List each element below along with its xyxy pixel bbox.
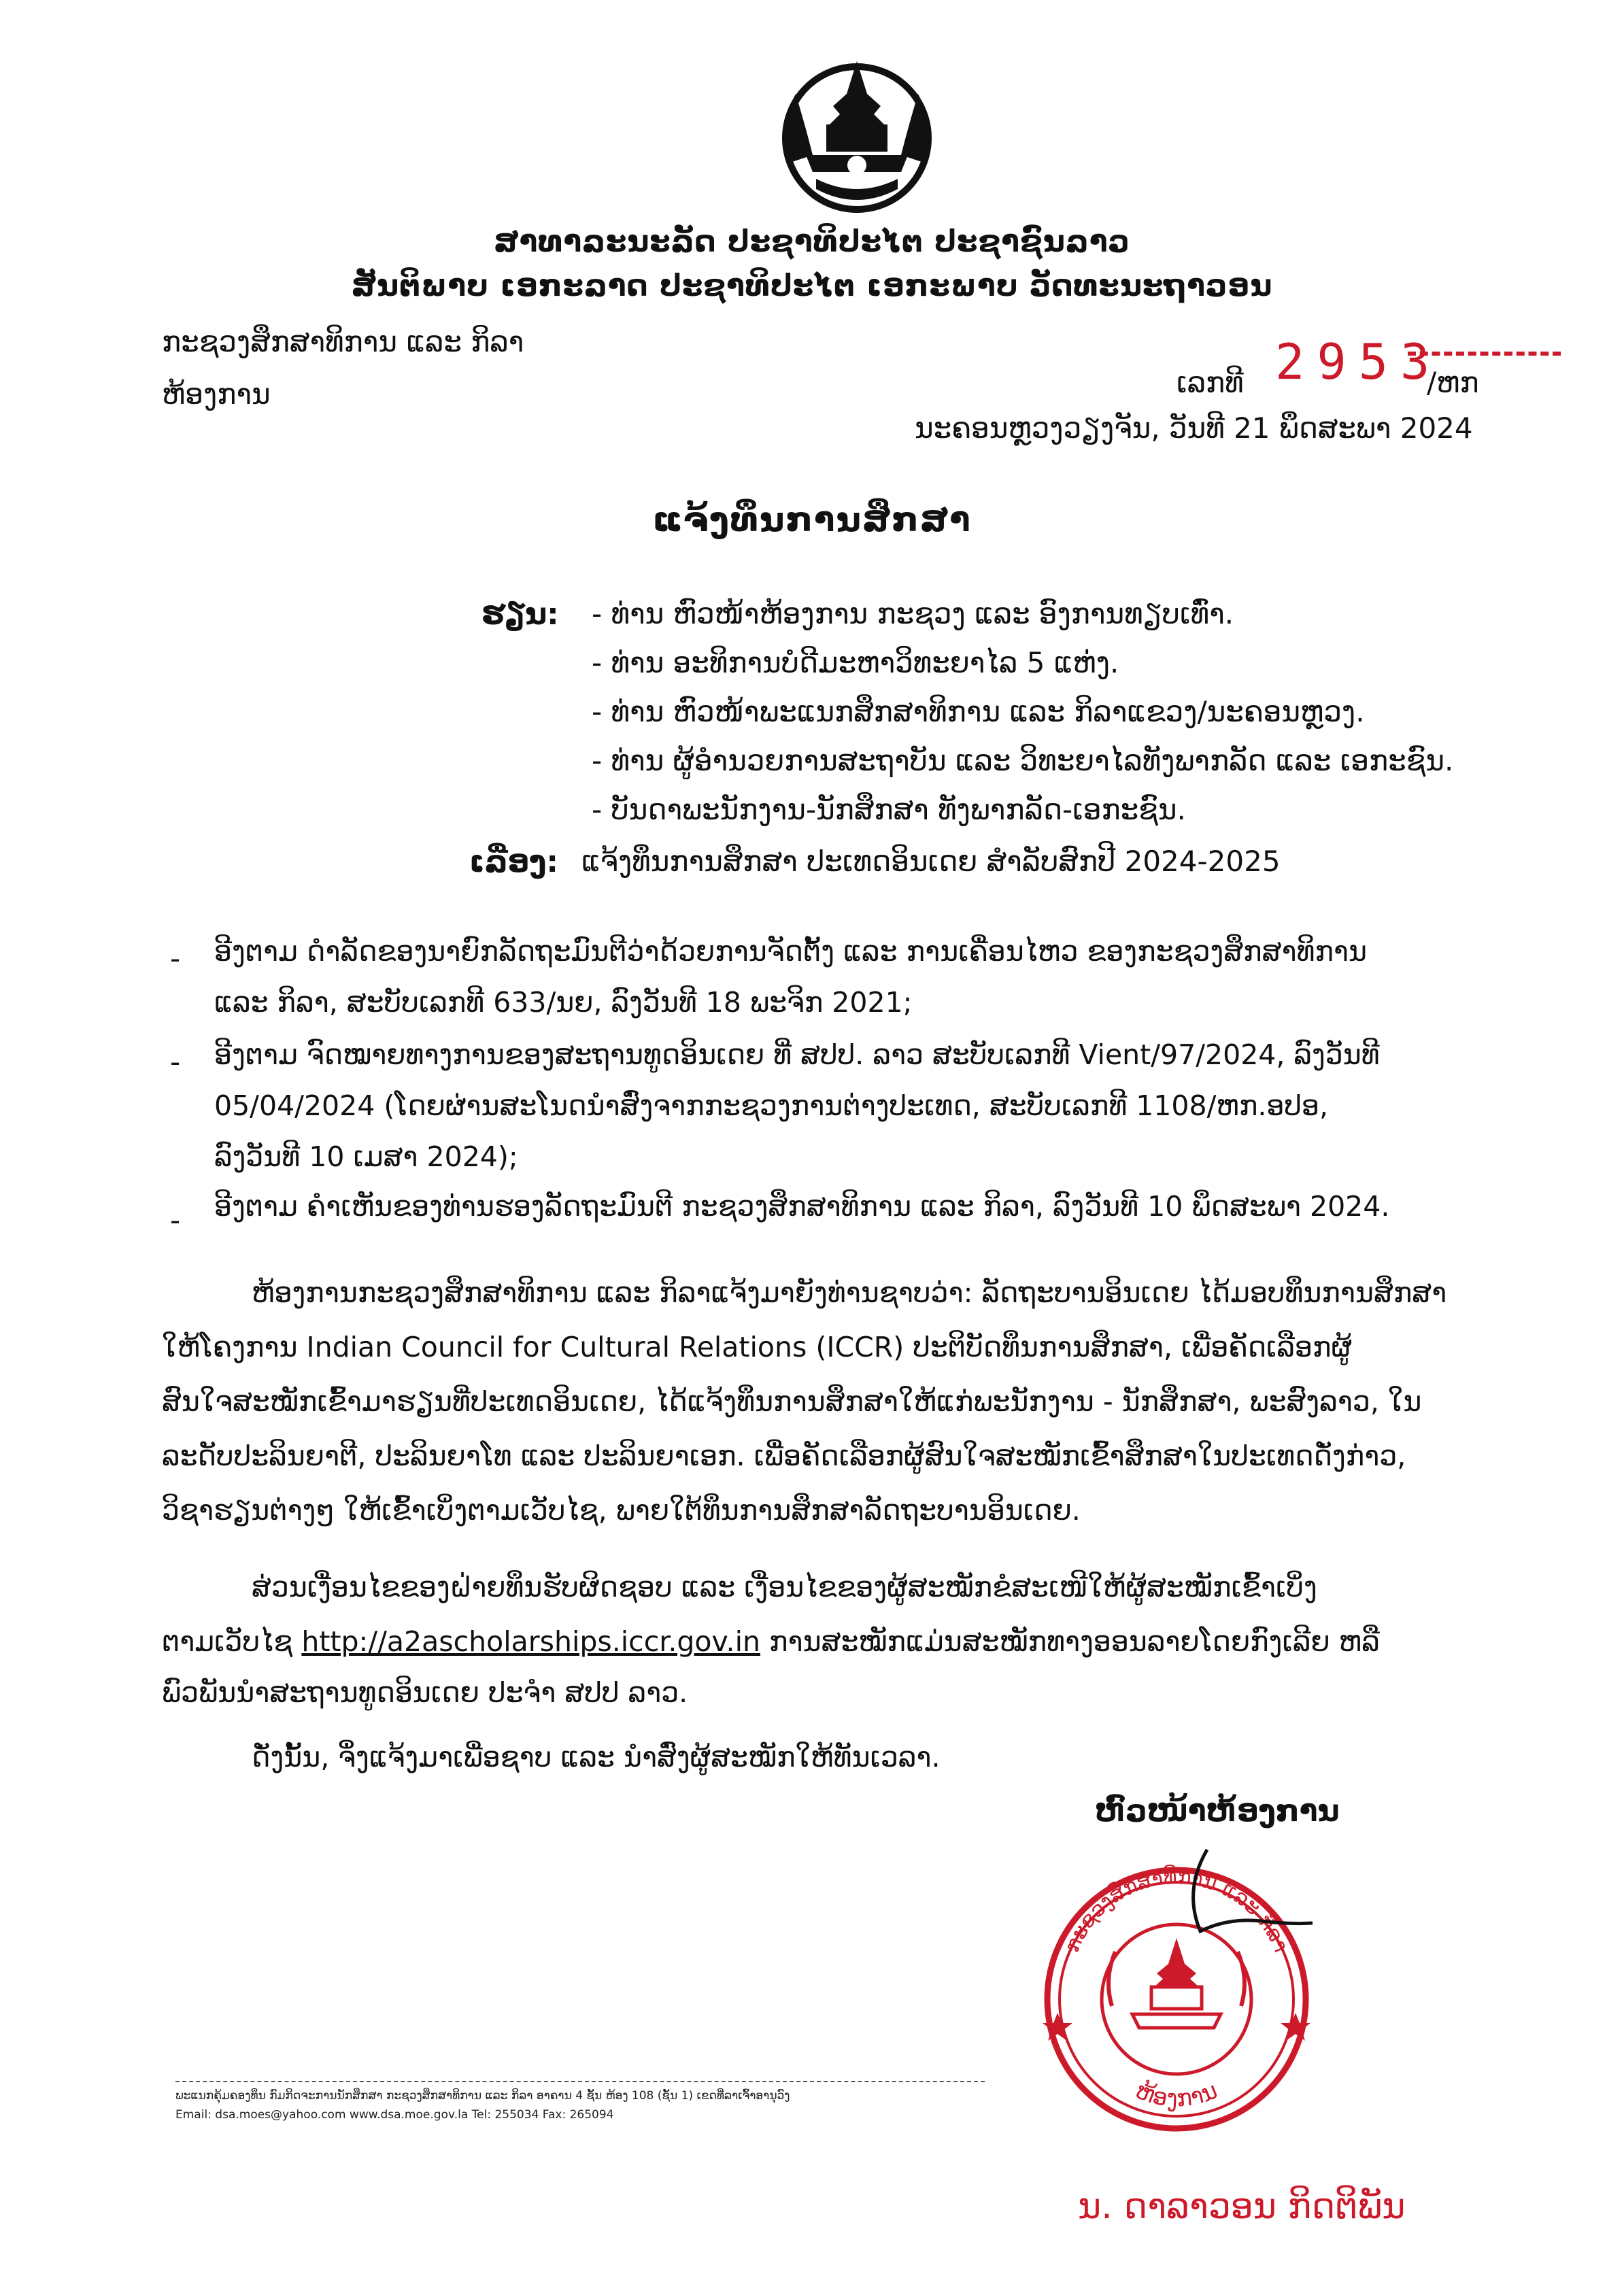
footer-address: ພະແນກຄຸ້ມຄອງທຶນ ກົມກິດຈະການນັກສຶກສາ ກະຊວງສຶກສາທິການ ແລະ ກິລາ ອາຄານ 4 ຊັ້ນ ຫ້ອງ 108 (ຊັ້ນ 1) ເຂດທີ່ລາເຈົ້າອານຸວົງ (175, 2089, 790, 2103)
recipient-item: - ທ່ານ ອະທິການບໍດີມະຫາວິທະຍາໄລ 5 ແຫ່ງ. (592, 646, 1119, 679)
body-text-prefix: ຕາມເວັບໄຊ (162, 1625, 293, 1658)
stamp-bottom-text: ຫ້ອງການ (1132, 2077, 1221, 2113)
body-line: ໃຫ້ໂຄງການ Indian Council for Cultural Relations (ICCR) ປະຕິບັດທຶນການສຶກສາ, ເພື່ອຄັດເລືອກຜູ້ (162, 1331, 1353, 1363)
recipients-label: ຮຽນ: (481, 597, 559, 632)
footer-contacts: Email: dsa.moes@yahoo.com www.dsa.moe.gov.la Tel: 255034 Fax: 265094 (175, 2108, 614, 2122)
body-line: ລະດັບປະລິນຍາຕີ, ປະລິນຍາໂທ ແລະ ປະລິນຍາເອກ. ເພື່ອຄັດເລືອກຜູ້ສົນໃຈສະໝັກເຂົ້າສຶກສາໃນປະເທດດັ່ງກ່າວ, (162, 1440, 1406, 1472)
bullet-marker: - (170, 1204, 181, 1237)
ministry-name: ກະຊວງສຶກສາທິການ ແລະ ກິລາ (162, 325, 524, 358)
bullet-marker: - (170, 942, 181, 975)
official-stamp-icon (1030, 1843, 1323, 2162)
bullet-marker: - (170, 1045, 181, 1078)
reference-line: ອີງຕາມ ຄຳເຫັນຂອງທ່ານຮອງລັດຖະມົນຕີ ກະຊວງສຶກສາທິການ ແລະ ກິລາ, ລົງວັນທີ 10 ພຶດສະພາ 2024. (214, 1190, 1390, 1223)
body-line: ພົວພັນນຳສະຖານທູດອິນເດຍ ປະຈຳ ສປປ ລາວ. (162, 1676, 688, 1709)
svg-text:ຫ້ອງການ (1132, 2077, 1221, 2113)
national-emblem-icon (765, 53, 949, 216)
signatory-name: ນ. ດາລາວອນ ກິດຕິພັນ (1078, 2186, 1406, 2227)
department-name: ຫ້ອງການ (162, 377, 271, 411)
national-motto-heading: ສັນຕິພາບ ເອກະລາດ ປະຊາທິປະໄຕ ເອກະພາບ ວັດທະນະຖາວອນ (351, 269, 1273, 303)
recipient-item: - ບັນດາພະນັກງານ-ນັກສຶກສາ ທັງພາກລັດ-ເອກະຊົນ. (592, 793, 1186, 826)
body-line (162, 1625, 1380, 1658)
reference-line: ລົງວັນທີ 10 ເມສາ 2024); (214, 1140, 518, 1173)
subject-text: ແຈ້ງທຶນການສຶກສາ ປະເທດອິນເດຍ ສຳລັບສົກປີ 2024-2025 (581, 845, 1281, 878)
reference-number: 2953 (1275, 333, 1442, 390)
footer-divider (175, 2081, 985, 2082)
reference-line: ອີງຕາມ ຈົດໝາຍທາງການຂອງສະຖານທູດອິນເດຍ ທີ່ ສປປ. ລາວ ສະບັບເລກທີ Vient/97/2024, ລົງວັນທີ (214, 1038, 1380, 1071)
reference-line: ແລະ ກິລາ, ສະບັບເລກທີ 633/ນຍ, ລົງວັນທີ 18 ພະຈິກ 2021; (214, 986, 913, 1019)
body-line: ວິຊາຮຽນຕ່າງໆ ໃຫ້ເຂົ້າເບິ່ງຕາມເວັບໄຊ, ພາຍໃຕ້ທຶນການສຶກສາລັດຖະບານອິນເດຍ. (162, 1494, 1081, 1527)
reference-line: ອີງຕາມ ດຳລັດຂອງນາຍົກລັດຖະມົນຕີວ່າດ້ວຍການຈັດຕັ້ງ ແລະ ການເຄື່ອນໄຫວ ຂອງກະຊວງສຶກສາທິການ (214, 935, 1368, 968)
body-line: ສົນໃຈສະໝັກເຂົ້າມາຮຽນທີ່ປະເທດອິນເດຍ, ໄດ້ແຈ້ງທຶນການສຶກສາໃຫ້ແກ່ພະນັກງານ - ນັກສຶກສາ, ພະສົງລາວ, ໃນ (162, 1385, 1422, 1418)
closing-line: ດັ່ງນັ້ນ, ຈຶ່ງແຈ້ງມາເພື່ອຊາບ ແລະ ນຳສົ່ງຜູ້ສະໝັກໃຫ້ທັນເວລາ. (252, 1741, 941, 1773)
reference-dash-line (1408, 352, 1561, 356)
body-line: ຫ້ອງການກະຊວງສຶກສາທິການ ແລະ ກິລາແຈ້ງມາຍັງທ່ານຊາບວ່າ: ລັດຖະບານອິນເດຍ ໄດ້ມອບທຶນການສຶກສາ (252, 1276, 1447, 1309)
recipient-item: - ທ່ານ ຫົວໜ້າຫ້ອງການ ກະຊວງ ແລະ ອົງການທຽບເທົ່າ. (592, 597, 1234, 630)
stamp-top-text: ກະຊວງສຶກສາທິການ ແລະ ກິລາ (1060, 1865, 1293, 1956)
recipient-item: - ທ່ານ ຜູ້ອຳນວຍການສະຖາບັນ ແລະ ວິທະຍາໄລທັງພາກລັດ ແລະ ເອກະຊົນ. (592, 744, 1454, 777)
subject-label: ເລື່ອງ: (469, 845, 558, 879)
body-text-suffix: ການສະໝັກແມ່ນສະໝັກທາງອອນລາຍໂດຍກົງເລີຍ ຫລື (769, 1625, 1380, 1658)
recipient-item: - ທ່ານ ຫົວໜ້າພະແນກສຶກສາທິການ ແລະ ກິລາແຂວງ/ນະຄອນຫຼວງ. (592, 695, 1365, 728)
body-line: ສ່ວນເງື່ອນໄຂຂອງຝ່າຍທຶນຮັບຜິດຊອບ ແລະ ເງື່ອນໄຂຂອງຜູ້ສະໝັກຂໍສະເໜີໃຫ້ຜູ້ສະໝັກເຂົ້າເບິ່ງ (252, 1571, 1317, 1603)
signatory-title: ຫົວໜ້າຫ້ອງການ (1095, 1794, 1340, 1829)
reference-suffix: /ຫກ (1427, 366, 1479, 399)
website-link[interactable]: http://a2ascholarships.iccr.gov.in (301, 1625, 760, 1658)
reference-line: 05/04/2024 (ໂດຍຜ່ານສະໂນດນຳສົ່ງຈາກກະຊວງການຕ່າງປະເທດ, ສະບັບເລກທີ 1108/ຫກ.ອປອ, (214, 1089, 1329, 1122)
place-and-date: ນະຄອນຫຼວງວຽງຈັນ, ວັນທີ 21 ພຶດສະພາ 2024 (915, 411, 1473, 445)
country-name-heading: ສາທາລະນະລັດ ປະຊາທິປະໄຕ ປະຊາຊົນລາວ (494, 224, 1130, 259)
reference-label: ເລກທີ (1177, 366, 1244, 399)
document-title: ແຈ້ງທຶນການສຶກສາ (652, 500, 972, 539)
